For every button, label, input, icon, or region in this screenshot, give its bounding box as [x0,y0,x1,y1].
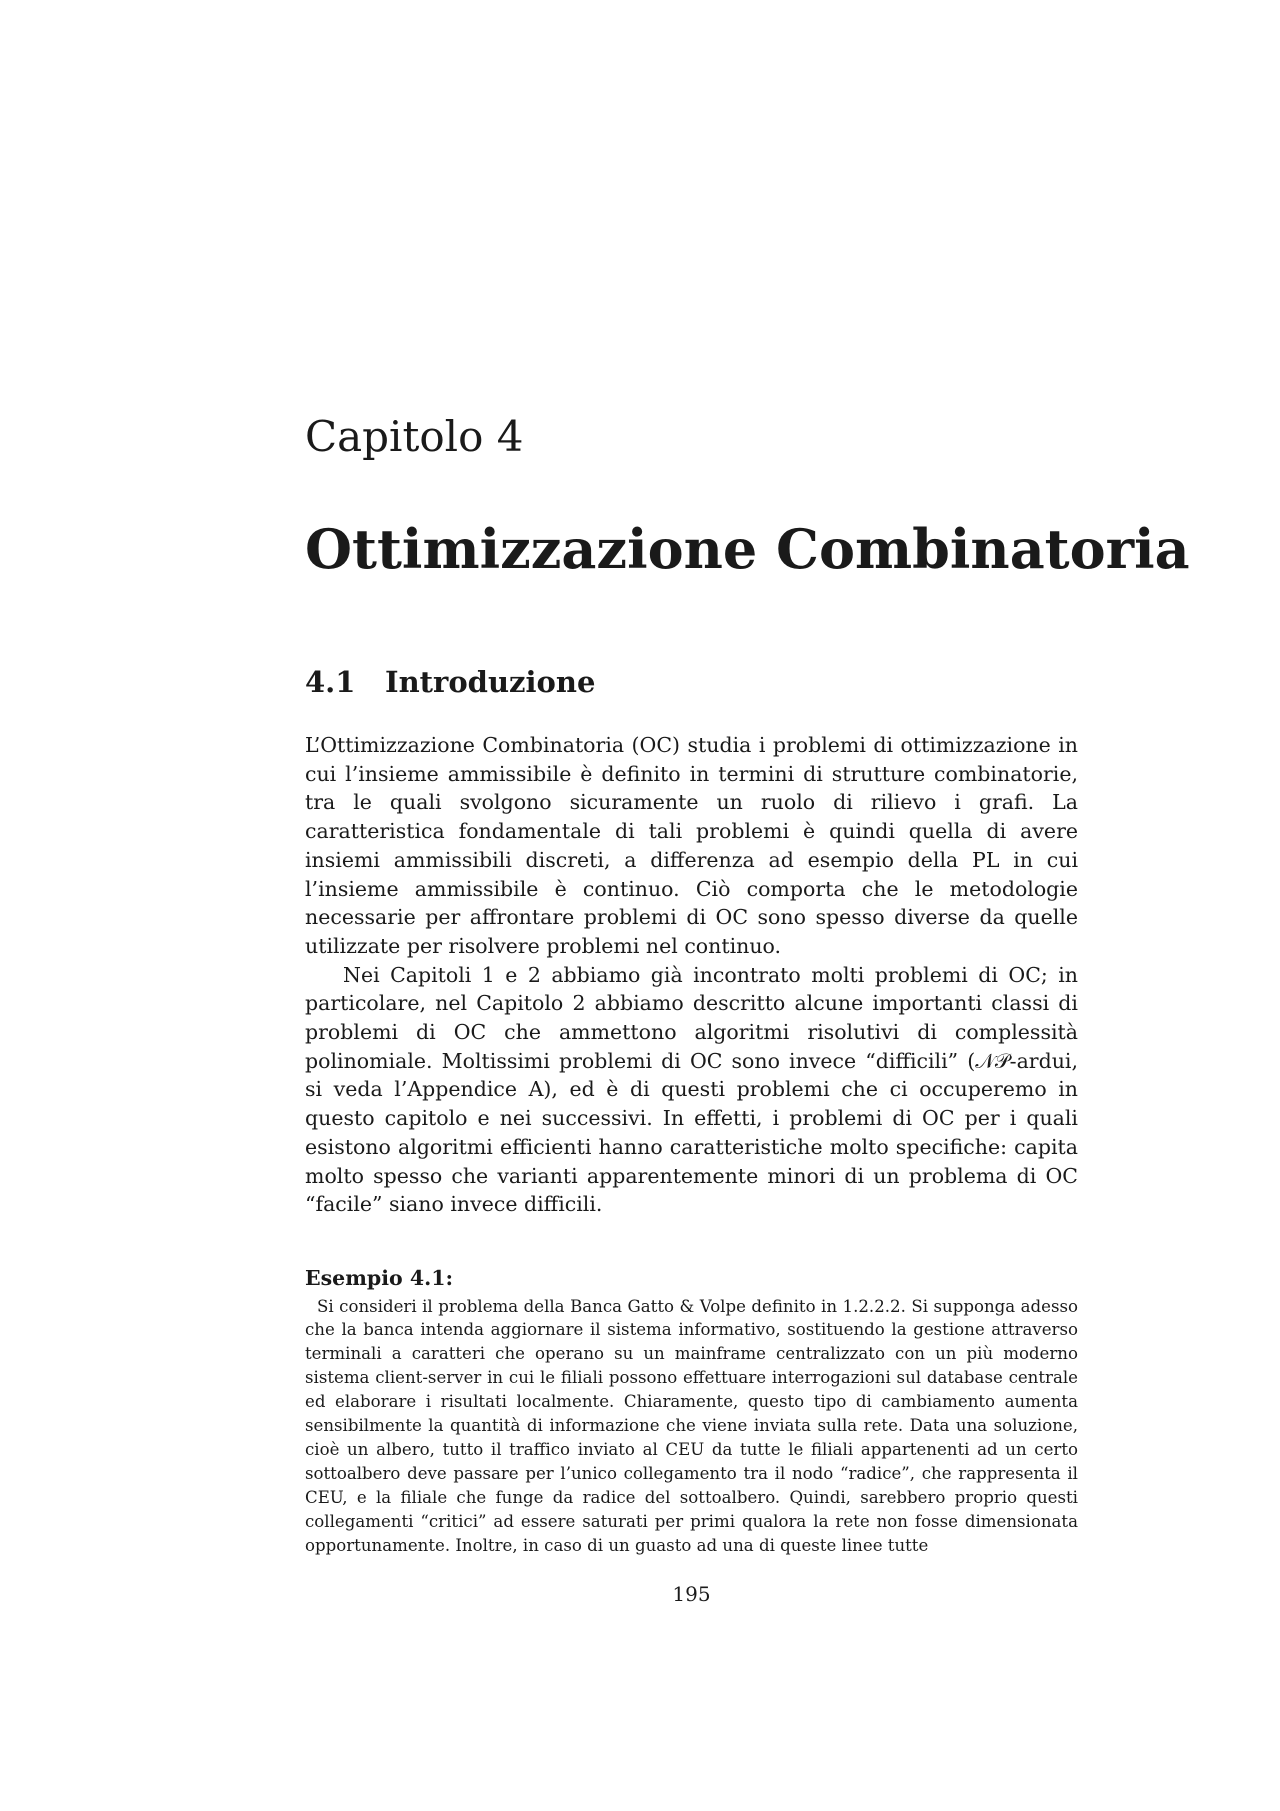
chapter-title: Ottimizzazione Combinatoria [305,517,1190,581]
paragraph: Nei Capitoli 1 e 2 abbiamo già incontrato molti problemi di OC; in particolare, nel Capitolo 2 abbiamo descritto alcune importanti classi di problemi di OC che ammettono algoritmi risolutivi di complessità polinomiale. Moltissimi problemi di OC sono invece “difficili” (𝒩𝒫-ardui, si veda l’Appendice A), ed è di questi problemi che ci occuperemo in questo capitolo e nei successivi. In effetti, i problemi di OC per i quali esistono algoritmi efficienti hanno caratteristiche molto specifiche: capita molto spesso che varianti apparentemente minori di un problema di OC “facile” siano invece difficili. [305,962,1078,1217]
document-page [305,0,1190,1811]
paragraph: L’Ottimizzazione Combinatoria (OC) studia i problemi di ottimizzazione in cui l’insieme ammissibile è definito in termini di strutture combinatorie, tra le quali svolgono sicuramente un ruolo di rilievo i grafi. La caratteristica fondamentale di tali problemi è quindi quella di avere insiemi ammissibili discreti, a differenza ad esempio della PL in cui l’insieme ammissibile è continuo. Ciò comporta che le metodologie necessarie per affrontare problemi di OC sono spesso diverse da quelle utilizzate per risolvere problemi nel continuo. [305,733,1078,958]
section-title: Introduzione [385,665,596,699]
section-number: 4.1 [305,665,356,699]
page-number: 195 [672,1582,711,1606]
example-block [305,1268,1078,1557]
section-heading [305,665,596,699]
example-text: Si consideri il problema della Banca Gatto & Volpe definito in 1.2.2.2. Si supponga adesso che la banca intenda aggiornare il sistema informativo, sostituendo la gestione attraverso terminali a caratteri che operano su un mainframe centralizzato con un più moderno sistema client-server in cui le filiali possono effettuare interrogazioni sul database centrale ed elaborare i risultati localmente. Chiaramente, questo tipo di cambiamento aumenta sensibilmente la quantità di informazione che viene inviata sulla rete. Data una soluzione, cioè un albero, tutto il traffico inviato al CEU da tutte le filiali appartenenti ad un certo sottoalbero deve passare per l’unico collegamento tra il nodo “radice”, che rappresenta il CEU, e la filiale che funge da radice del sottoalbero. Quindi, sarebbero proprio questi collegamenti “critici” ad essere saturati per primi qualora la rete non fosse dimensionata opportunamente. Inoltre, in caso di un guasto ad una di queste linee tutte [305,1296,1078,1555]
body-text [305,731,1078,1219]
chapter-label: Capitolo 4 [305,412,524,461]
example-heading: Esempio 4.1: [305,1266,454,1290]
